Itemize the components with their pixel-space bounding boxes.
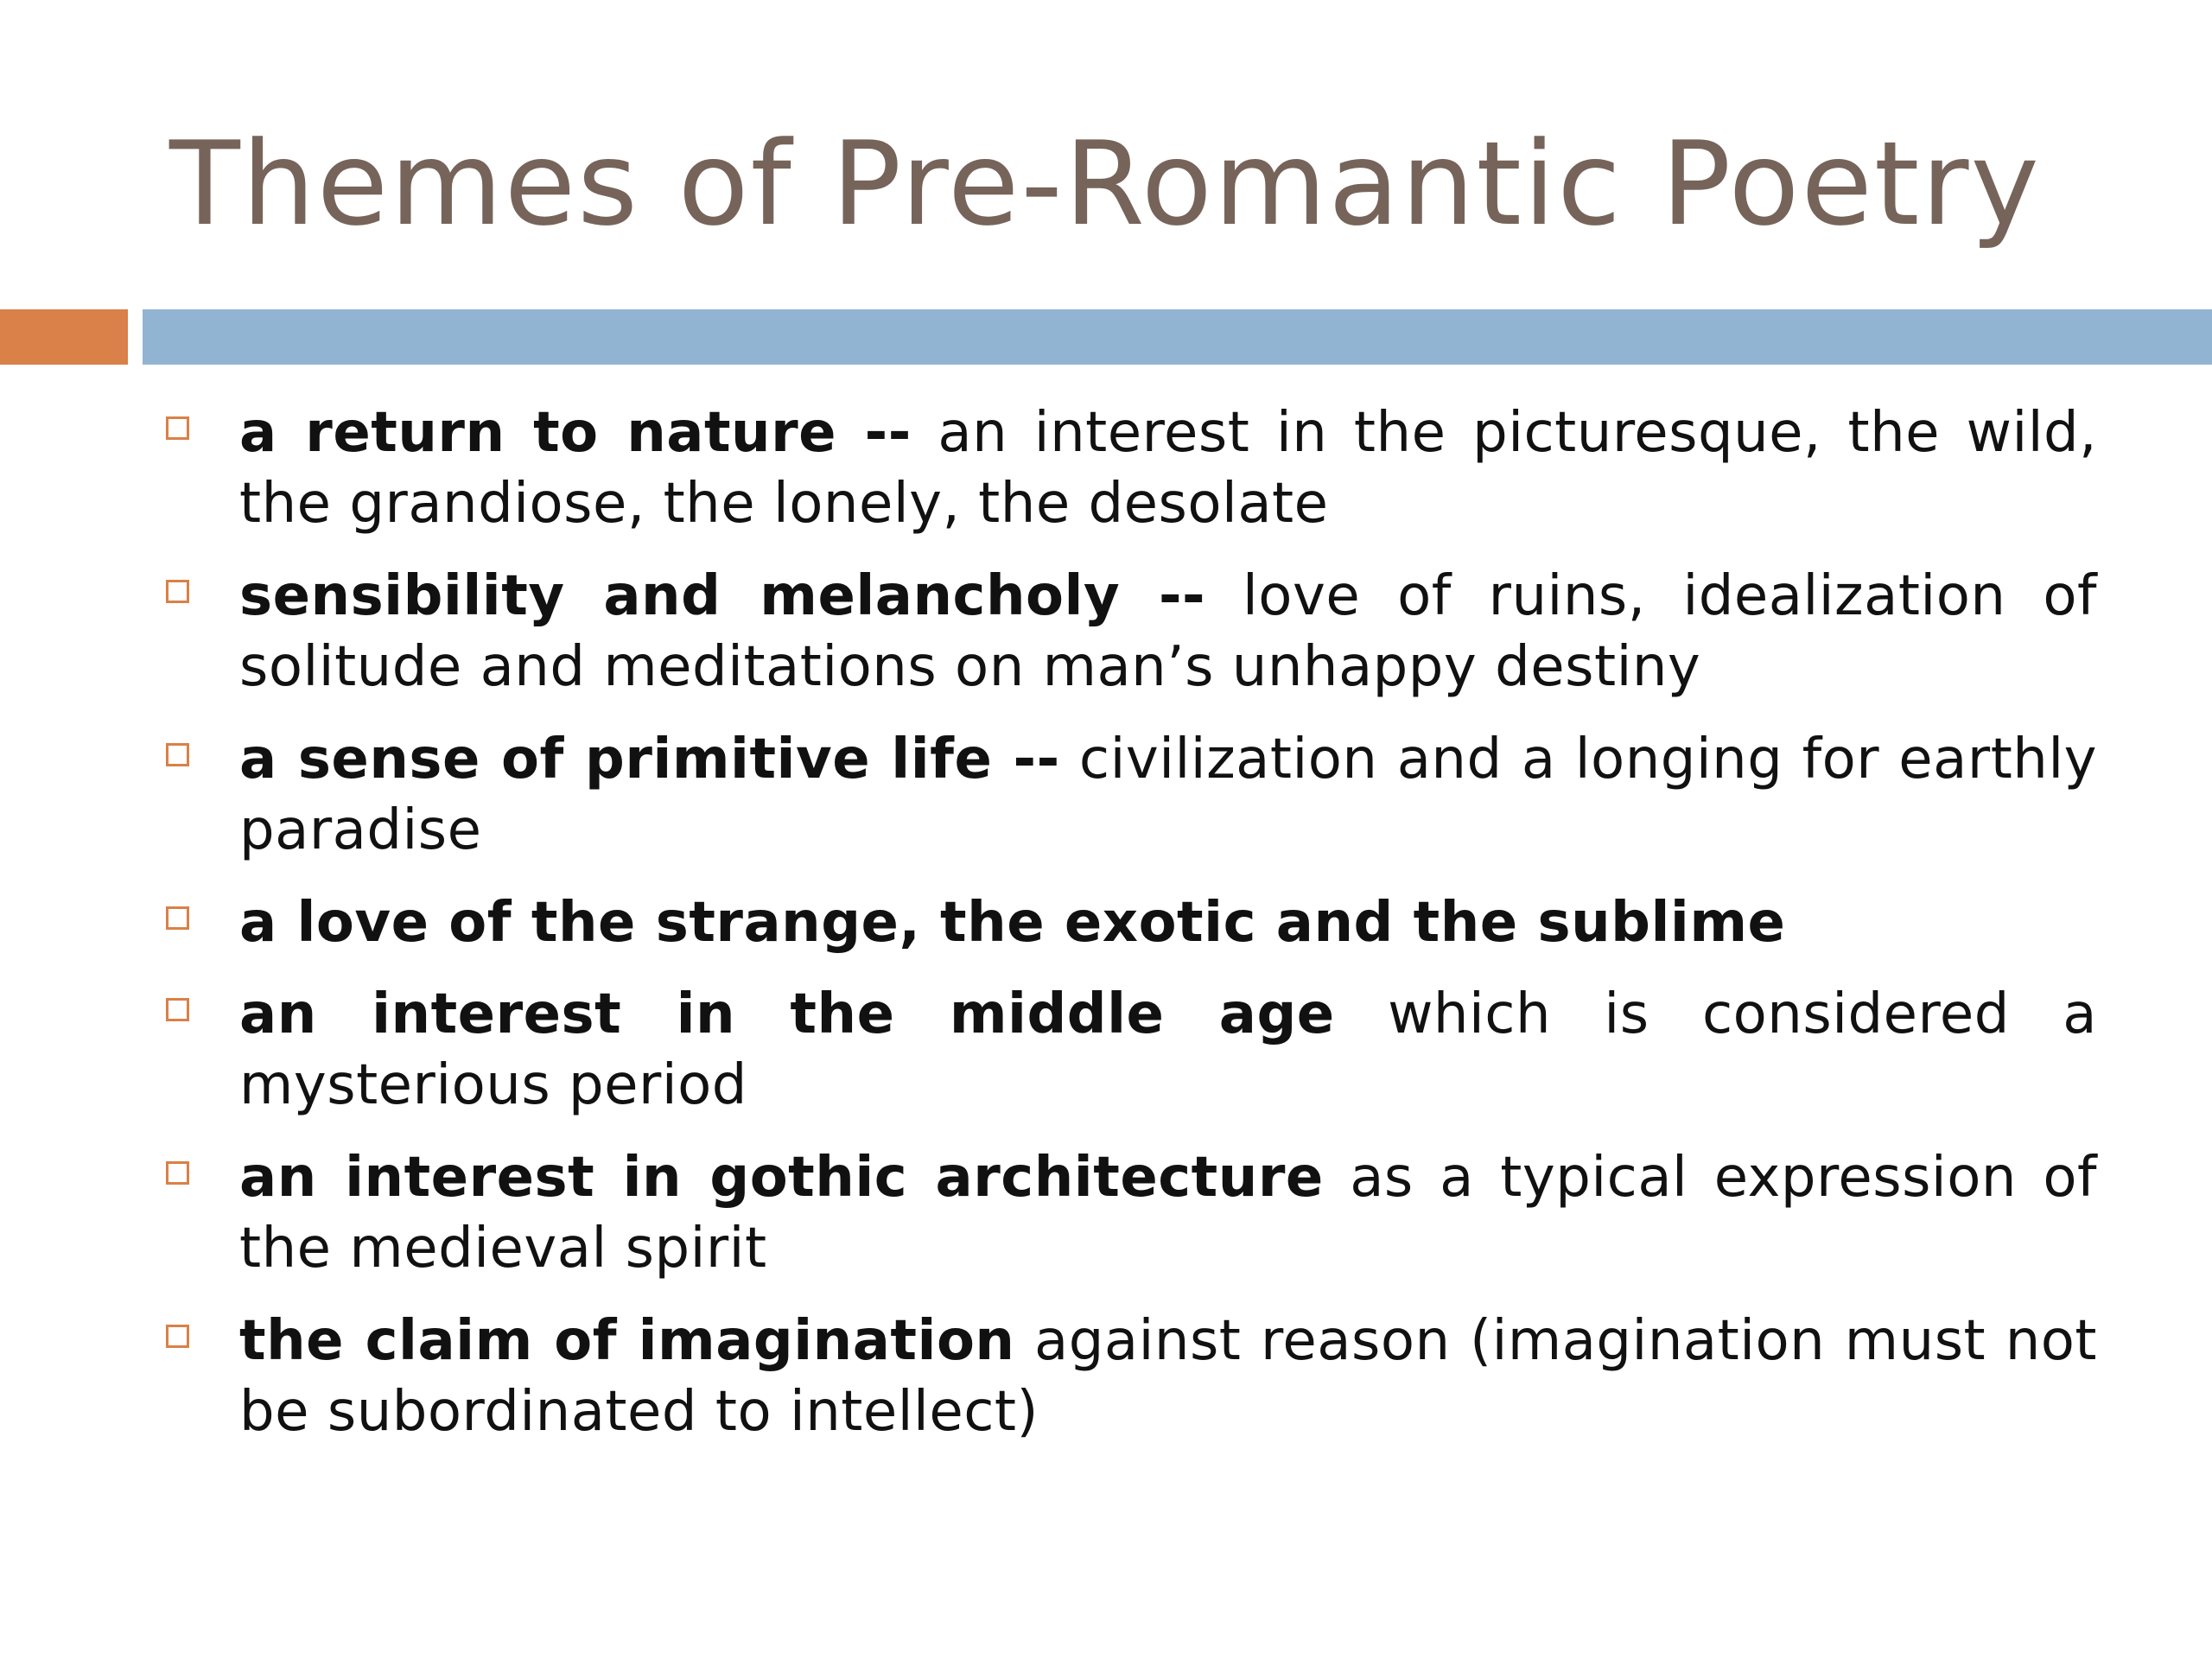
- square-bullet-icon: [166, 580, 189, 603]
- bullet-term: an interest in the middle age: [239, 982, 1335, 1046]
- accent-bar-orange: [0, 309, 128, 365]
- square-bullet-icon: [166, 998, 189, 1021]
- square-bullet-icon: [166, 906, 189, 930]
- bullet-term: the claim of imagination: [239, 1309, 1015, 1373]
- square-bullet-icon: [166, 1325, 189, 1348]
- square-bullet-icon: [166, 1161, 189, 1185]
- bullet-description: which is considered a mysterious period: [239, 982, 2098, 1117]
- bullet-term: a return to nature --: [239, 401, 912, 465]
- square-bullet-icon: [166, 416, 189, 440]
- bullet-term: sensibility and melancholy --: [239, 564, 1206, 628]
- bullet-description: against reason (imagination must not be subordinated to intellect): [239, 1309, 2098, 1444]
- bullet-description: as a typical expression of the medieval spirit: [239, 1146, 2098, 1281]
- bullet-term: a love of the strange, the exotic and the sublime: [239, 891, 1786, 955]
- bullet-description: civilization and a longing for earthly paradise: [239, 728, 2098, 862]
- accent-bar-blue: [143, 309, 2212, 365]
- square-bullet-icon: [166, 743, 189, 766]
- bullet-description: an interest in the picturesque, the wild, the grandiose, the lonely, the desolate: [239, 401, 2097, 536]
- bullet-term: a sense of primitive life --: [239, 728, 1060, 791]
- bullet-description: love of ruins, idealization of solitude and meditations on man’s unhappy destiny: [239, 564, 2097, 699]
- bullet-term: an interest in gothic architecture: [239, 1146, 1324, 1210]
- slide-title: Themes of Pre-Romantic Poetry: [169, 117, 2041, 251]
